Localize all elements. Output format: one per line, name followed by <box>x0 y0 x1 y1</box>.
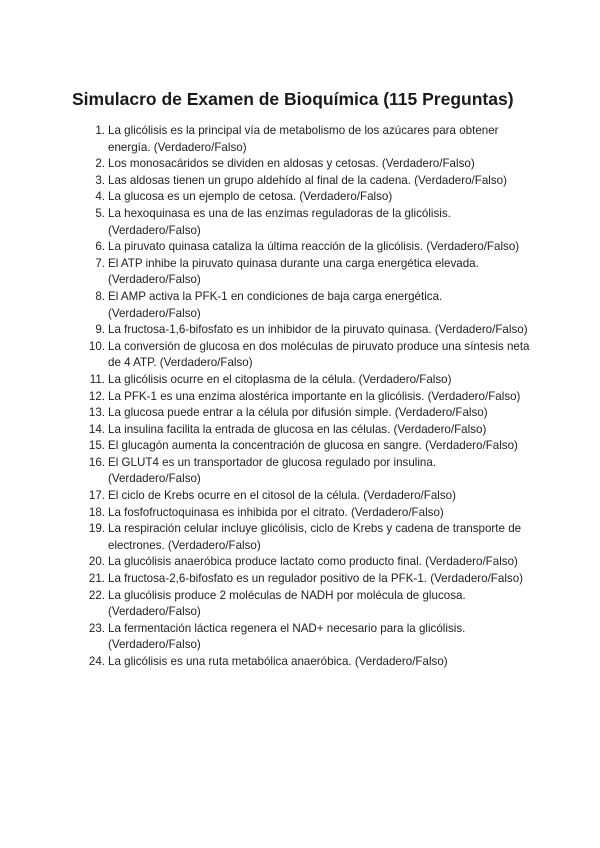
question-item <box>80 554 530 571</box>
question-text: La glucólisis anaeróbica produce lactato como producto final. (Verdadero/Falso) <box>108 555 518 569</box>
question-item <box>80 571 530 588</box>
question-item <box>80 173 530 190</box>
question-text: La fructosa-1,6-bifosfato es un inhibidor de la piruvato quinasa. (Verdadero/Falso) <box>108 323 528 337</box>
question-item <box>80 206 530 239</box>
question-item <box>80 389 530 406</box>
page-title: Simulacro de Examen de Bioquímica (115 Preguntas) <box>72 89 514 109</box>
question-text: La glucosa puede entrar a la célula por difusión simple. (Verdadero/Falso) <box>108 406 488 420</box>
question-item <box>80 438 530 455</box>
question-item <box>80 256 530 289</box>
question-item <box>80 156 530 173</box>
question-number: 12. <box>88 389 105 403</box>
question-item <box>80 422 530 439</box>
question-item <box>80 289 530 322</box>
question-number: 3. <box>95 173 105 187</box>
question-number: 22. <box>88 588 105 602</box>
question-text: La fosfofructoquinasa es inhibida por el citrato. (Verdadero/Falso) <box>108 505 444 519</box>
question-text: La respiración celular incluye glicólisis, ciclo de Krebs y cadena de transporte de electrones. (Verdadero/Falso) <box>108 522 522 552</box>
question-text: La fermentación láctica regenera el NAD+ necesario para la glicólisis. (Verdadero/Falso) <box>108 621 466 652</box>
question-list <box>80 123 530 671</box>
question-text: La glucólisis produce 2 moléculas de NADH por molécula de glucosa. (Verdadero/Falso) <box>108 588 466 619</box>
question-number: 17. <box>88 489 105 503</box>
question-number: 24. <box>88 655 105 668</box>
question-number: 5. <box>95 206 105 220</box>
question-text: La insulina facilita la entrada de glucosa en las células. (Verdadero/Falso) <box>108 422 487 436</box>
question-text: Las aldosas tienen un grupo aldehído al final de la cadena. (Verdadero/Falso) <box>108 173 507 187</box>
question-number: 14. <box>88 422 105 436</box>
question-item <box>80 189 530 206</box>
question-number: 23. <box>88 621 105 635</box>
question-number: 6. <box>95 240 105 254</box>
question-number: 20. <box>88 555 105 569</box>
question-number: 11. <box>89 372 105 386</box>
question-text: La piruvato quinasa cataliza la última reacción de la glicólisis. (Verdadero/Falso) <box>108 240 520 254</box>
question-text: La conversión de glucosa en dos moléculas de piruvato produce una síntesis neta de 4 ATP. (Verdadero/Falso) <box>108 339 530 370</box>
question-item <box>80 488 530 505</box>
question-text: La glicólisis es la principal vía de metabolismo de los azúcares para obtener energía. (Verdadero/Falso) <box>108 124 499 154</box>
question-number: 21. <box>88 572 105 586</box>
question-item <box>80 322 530 339</box>
question-item <box>80 123 530 156</box>
question-number: 13. <box>88 406 105 420</box>
question-text: La glicólisis es una ruta metabólica anaeróbica. (Verdadero/Falso) <box>108 655 448 668</box>
question-number: 10. <box>88 339 105 353</box>
question-number: 16. <box>88 455 105 469</box>
question-text: El ATP inhibe la piruvato quinasa durante una carga energética elevada. (Verdadero/Falso) <box>108 256 479 287</box>
question-text: La glucosa es un ejemplo de cetosa. (Verdadero/Falso) <box>108 190 393 204</box>
question-text: El GLUT4 es un transportador de glucosa regulado por insulina. (Verdadero/Falso) <box>108 455 437 486</box>
question-number: 9. <box>95 323 105 337</box>
question-item <box>80 405 530 422</box>
question-number: 2. <box>95 157 105 171</box>
question-text: La hexoquinasa es una de las enzimas reguladoras de la glicólisis. (Verdadero/Falso) <box>108 206 451 237</box>
question-text: El glucagón aumenta la concentración de glucosa en sangre. (Verdadero/Falso) <box>108 439 518 453</box>
question-text: El ciclo de Krebs ocurre en el citosol de la célula. (Verdadero/Falso) <box>108 489 456 503</box>
question-number: 8. <box>95 289 105 303</box>
question-text: Los monosacáridos se dividen en aldosas y cetosas. (Verdadero/Falso) <box>108 157 475 171</box>
question-text: El AMP activa la PFK-1 en condiciones de baja carga energética. (Verdadero/Falso) <box>108 289 443 320</box>
question-item <box>80 521 530 554</box>
question-text: La fructosa-2,6-bifosfato es un regulador positivo de la PFK-1. (Verdadero/Falso) <box>108 572 524 586</box>
question-item <box>80 505 530 522</box>
question-item <box>80 654 530 671</box>
question-text: La glicólisis ocurre en el citoplasma de la célula. (Verdadero/Falso) <box>108 372 452 386</box>
question-number: 18. <box>88 505 105 519</box>
question-item <box>80 588 530 621</box>
question-item <box>80 455 530 488</box>
question-item <box>80 239 530 256</box>
question-number: 7. <box>95 256 105 270</box>
question-text: La PFK-1 es una enzima alostérica importante en la glicólisis. (Verdadero/Falso) <box>108 389 521 403</box>
question-item <box>80 621 530 654</box>
question-number: 15. <box>88 439 105 453</box>
question-item <box>80 372 530 389</box>
question-number: 19. <box>88 522 105 536</box>
question-item <box>80 339 530 372</box>
question-number: 4. <box>95 190 105 204</box>
question-number: 1. <box>95 124 105 137</box>
